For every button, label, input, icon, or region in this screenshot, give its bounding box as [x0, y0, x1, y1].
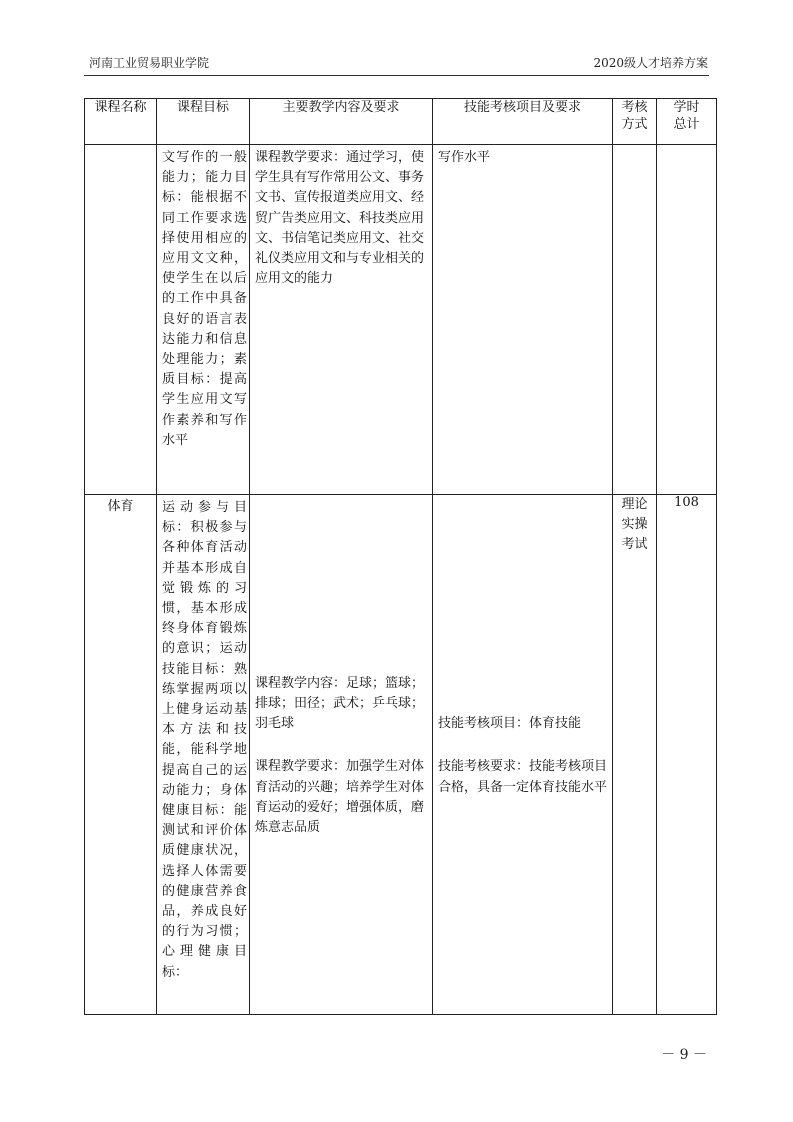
cell-skills [433, 495, 613, 1015]
col-header-course-name: 课程名称 [85, 99, 157, 145]
content-text: 课程教学要求：加强学生对体育活动的兴趣；培养学生对体育运动的爱好；增强体质，磨炼意志品质 [255, 759, 425, 835]
paragraph-gap [250, 734, 432, 754]
col-header-skills: 技能考核项目及要求 [433, 99, 613, 145]
skills-text: 技能考核要求：技能考核项目合格，具备一定体育技能水平 [438, 759, 608, 795]
header-school: 河南工业贸易职业学院 [89, 56, 210, 70]
header-doc-title: 2020级人才培养方案 [593, 56, 708, 70]
cell-skills [433, 145, 613, 495]
col-header-hours-text: 学时总计 [673, 100, 700, 132]
exam-method-text: 理论实操考试 [621, 497, 648, 552]
col-header-exam-method [613, 99, 657, 145]
content-text: 课程教学要求：通过学习，使学生具有写作常用公文、事务文书、宣传报道类应用文、经贸广告类应用文、科技类应用文、书信笔记类应用文、社交礼仪类应用文和与专业相关的应用文的能力 [255, 150, 425, 287]
skills-text: 写作水平 [438, 150, 491, 165]
cell-hours [657, 495, 717, 1015]
cell-course-name [85, 145, 157, 495]
goal-text: 运动参与目标：积极参与各种体育活动并基本形成自觉锻炼的习惯，基本形成终身体育锻炼的意识；运动技能目标：熟练掌握两项以上健身运动基本方法和技能，能科学地提高自己的运动能力；身体健康目标：能测试和评价体质健康状况，选择人体需要的健康营养食品，养成良好的行为习惯；心理健康目标： [162, 500, 247, 980]
content-text: 课程教学内容：足球；篮球；排球；田径；武术；乒乓球；羽毛球 [255, 675, 425, 732]
header-rule [84, 75, 709, 76]
col-header-hours [657, 99, 717, 145]
cell-course-goal [157, 495, 250, 1015]
cell-exam-method [613, 495, 657, 1015]
paragraph-gap [433, 734, 612, 754]
col-header-content: 主要教学内容及要求 [250, 99, 433, 145]
cell-course-name [85, 495, 157, 1015]
col-header-exam-method-text: 考核方式 [621, 100, 648, 132]
cell-content [250, 145, 433, 495]
cell-content [250, 495, 433, 1015]
goal-text: 文写作的一般能力；能力目标：能根据不同工作要求选择使用相应的应用文文种，使学生在以后的工作中具备良好的语言表达能力和信息处理能力；素质目标：提高学生应用文写作素养和写作水平 [162, 150, 247, 448]
table-row [85, 495, 717, 1015]
cell-hours [657, 145, 717, 495]
table-row [85, 145, 717, 495]
page-number: － 9 － [661, 1047, 707, 1063]
table-header-row [85, 99, 717, 145]
course-name-text: 体育 [107, 499, 134, 514]
cell-course-goal [157, 145, 250, 495]
cell-exam-method [613, 145, 657, 495]
hours-text: 108 [674, 495, 699, 510]
skills-text: 技能考核项目：体育技能 [438, 716, 582, 732]
col-header-course-goal: 课程目标 [157, 99, 250, 145]
course-table [84, 98, 717, 1015]
